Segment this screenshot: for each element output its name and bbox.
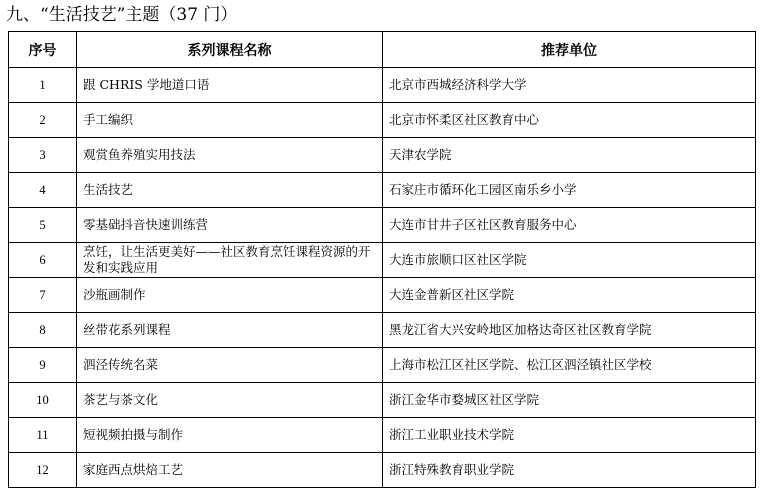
recommending-unit: 浙江特殊教育职业学院 [383,453,756,488]
course-name: 零基础抖音快速训练营 [77,208,383,243]
table-row [9,418,756,453]
header-recommending-unit: 推荐单位 [383,32,756,68]
table-row [9,173,756,208]
row-number: 5 [9,208,77,243]
course-name: 烹饪，让生活更美好——社区教育烹饪课程资源的开发和实践应用 [77,243,383,278]
recommending-unit: 北京市西城经济科学大学 [383,68,756,103]
course-name: 观赏鱼养殖实用技法 [77,138,383,173]
course-name: 跟 CHRIS 学地道口语 [77,68,383,103]
course-table [8,31,756,488]
course-name: 茶艺与茶文化 [77,383,383,418]
row-number: 3 [9,138,77,173]
table-body [9,68,756,488]
table-row [9,453,756,488]
section-heading: 九、“生活技艺”主题（37 门） [6,5,238,25]
recommending-unit: 浙江金华市婺城区社区学院 [383,383,756,418]
course-name: 沙瓶画制作 [77,278,383,313]
row-number: 2 [9,103,77,138]
row-number: 12 [9,453,77,488]
course-name: 短视频拍摄与制作 [77,418,383,453]
recommending-unit: 天津农学院 [383,138,756,173]
recommending-unit: 黑龙江省大兴安岭地区加格达奇区社区教育学院 [383,313,756,348]
row-number: 11 [9,418,77,453]
row-number: 6 [9,243,77,278]
row-number: 8 [9,313,77,348]
course-name: 生活技艺 [77,173,383,208]
table-row [9,68,756,103]
row-number: 9 [9,348,77,383]
recommending-unit: 北京市怀柔区社区教育中心 [383,103,756,138]
course-name: 丝带花系列课程 [77,313,383,348]
table-row [9,243,756,278]
table-row [9,278,756,313]
table-row [9,313,756,348]
recommending-unit: 大连金普新区社区学院 [383,278,756,313]
recommending-unit: 大连市旅顺口区社区学院 [383,243,756,278]
row-number: 4 [9,173,77,208]
table-row [9,138,756,173]
table-row [9,208,756,243]
header-course-name: 系列课程名称 [77,32,383,68]
course-name: 泗泾传统名菜 [77,348,383,383]
row-number: 1 [9,68,77,103]
table-row [9,103,756,138]
row-number: 7 [9,278,77,313]
course-name: 家庭西点烘焙工艺 [77,453,383,488]
recommending-unit: 浙江工业职业技术学院 [383,418,756,453]
recommending-unit: 石家庄市循环化工园区南乐乡小学 [383,173,756,208]
recommending-unit: 大连市甘井子区社区教育服务中心 [383,208,756,243]
course-name: 手工编织 [77,103,383,138]
recommending-unit: 上海市松江区社区学院、松江区泗泾镇社区学校 [383,348,756,383]
row-number: 10 [9,383,77,418]
header-serial-number: 序号 [9,32,77,68]
table-header-row [9,32,756,68]
table-row [9,383,756,418]
table-row [9,348,756,383]
